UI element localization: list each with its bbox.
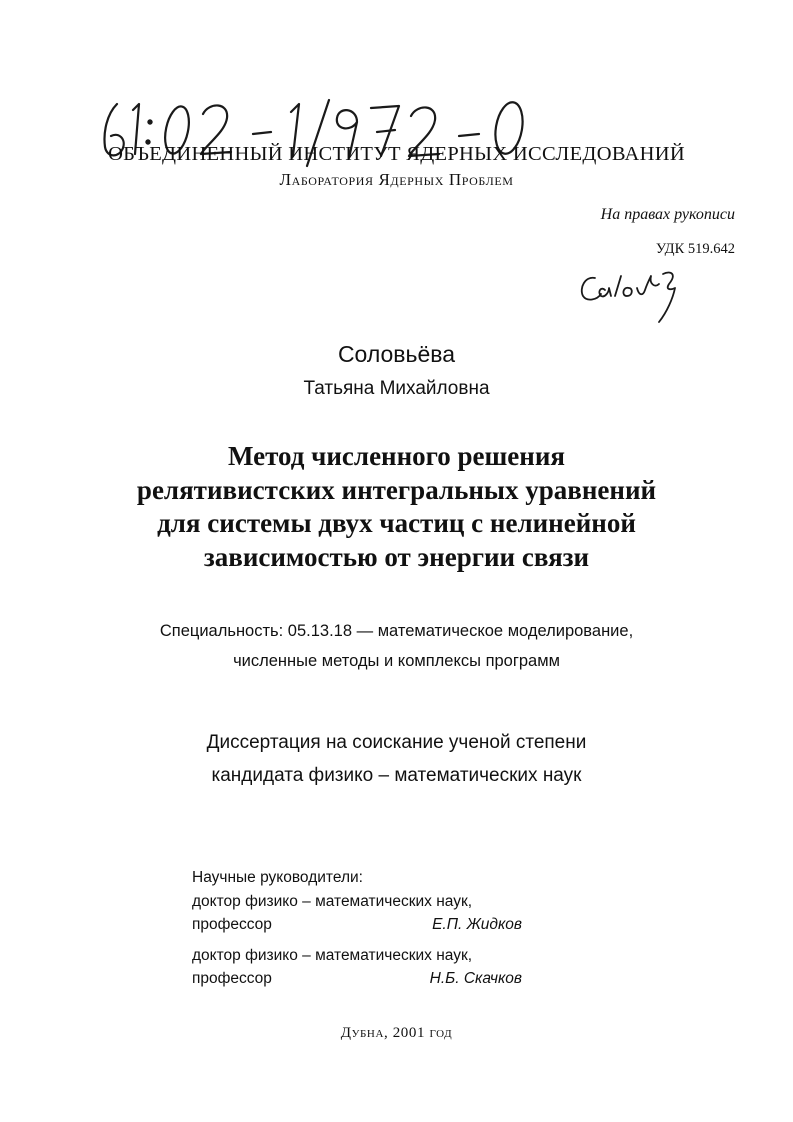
udc-code: УДК 519.642	[655, 241, 735, 257]
laboratory-name: Лаборатория Ядерных Проблем	[279, 170, 514, 189]
title-line: зависимостью от энергии связи	[203, 541, 590, 572]
author-surname: Соловьёва	[337, 341, 456, 367]
handwritten-signature	[575, 262, 695, 324]
title-line: Метод численного решения	[228, 441, 565, 471]
supervisor-row	[192, 967, 532, 991]
supervisor-row	[192, 913, 532, 937]
thesis-title	[0, 440, 793, 574]
supervisor-degree: доктор физико – математических наук,	[192, 892, 473, 910]
supervisor-rank: профессор	[192, 916, 272, 933]
supervisors-heading: Научные руководители:	[192, 869, 363, 886]
specialty-line: Специальность: 05.13.18 — математическое моделирование,	[159, 622, 634, 640]
specialty-line: численные методы и комплексы программ	[233, 652, 560, 670]
dissertation-line: Диссертация на соискание ученой степени	[206, 732, 587, 753]
supervisors-block	[192, 866, 532, 991]
author-given-names: Татьяна Михайловна	[303, 378, 490, 399]
supervisor-degree: доктор физико – математических наук,	[192, 946, 473, 964]
specialty	[0, 616, 793, 676]
place-and-year: Дубна, 2001 год	[340, 1025, 453, 1041]
dissertation-statement	[0, 726, 793, 792]
supervisor-rank: профессор	[192, 970, 272, 987]
supervisor-name: Е.П. Жидков	[432, 916, 522, 933]
supervisor-name: Н.Б. Скачков	[429, 970, 522, 987]
dissertation-line: кандидата физико – математических наук	[211, 765, 582, 786]
institute-name: ОБЪЕДИНЕННЫЙ ИНСТИТУТ ЯДЕРНЫХ ИССЛЕДОВАНИЙ	[108, 143, 685, 165]
title-line: для системы двух частиц с нелинейной	[157, 508, 636, 538]
rights-note: На правах рукописи	[600, 206, 735, 223]
title-line: релятивистских интегральных уравнений	[136, 474, 657, 505]
